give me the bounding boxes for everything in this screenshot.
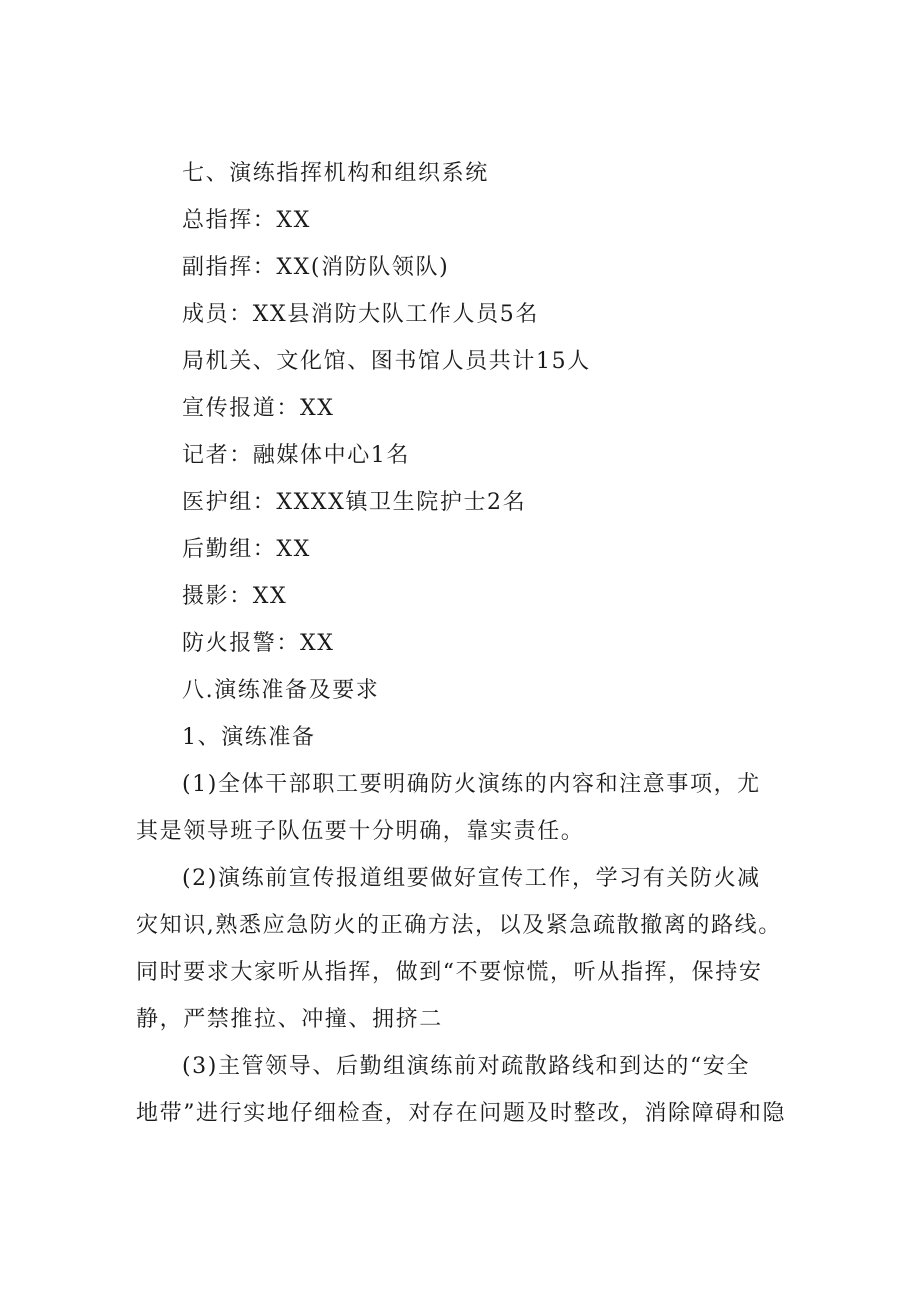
paragraph-1-line-1: (1)全体干部职工要明确防火演练的内容和注意事项，尤 bbox=[182, 772, 761, 797]
section-8-heading: 八.演练准备及要求 bbox=[182, 678, 380, 703]
staff-count-item: 局机关、文化馆、图书馆人员共计15人 bbox=[182, 349, 591, 374]
members-item: 成员：XX县消防大队工作人员5名 bbox=[182, 302, 539, 327]
photography-item: 摄影：XX bbox=[182, 584, 288, 609]
paragraph-3-line-1: (3)主管领导、后勤组演练前对疏散路线和到达的“安全 bbox=[182, 1054, 751, 1079]
paragraph-2-line-4: 静，严禁推拉、冲撞、拥挤二 bbox=[136, 1007, 443, 1032]
deputy-commander-item: 副指挥：XX(消防队领队) bbox=[182, 255, 450, 280]
paragraph-1-line-2: 其是领导班子队伍要十分明确，靠实责任。 bbox=[136, 819, 585, 844]
section-7-heading: 七、演练指挥机构和组织系统 bbox=[182, 161, 489, 186]
fire-alarm-item: 防火报警：XX bbox=[182, 631, 335, 656]
paragraph-3-line-2: 地带”进行实地仔细检查，对存在问题及时整改，消除障碍和隐 bbox=[136, 1101, 787, 1126]
paragraph-2-line-1: (2)演练前宣传报道组要做好宣传工作，学习有关防火减 bbox=[182, 866, 761, 891]
commander-item: 总指挥：XX bbox=[182, 208, 311, 233]
subsection-1-heading: 1、演练准备 bbox=[182, 725, 316, 750]
medical-team-item: 医护组：XXXX镇卫生院护士2名 bbox=[182, 490, 527, 515]
publicity-item: 宣传报道：XX bbox=[182, 396, 335, 421]
paragraph-2-line-2: 灾知识,熟悉应急防火的正确方法，以及紧急疏散撤离的路线。 bbox=[136, 913, 782, 938]
paragraph-2-line-3: 同时要求大家听从指挥，做到“不要惊慌，听从指挥，保持安 bbox=[136, 960, 763, 985]
reporter-item: 记者：融媒体中心1名 bbox=[182, 443, 410, 468]
logistics-item: 后勤组：XX bbox=[182, 537, 311, 562]
